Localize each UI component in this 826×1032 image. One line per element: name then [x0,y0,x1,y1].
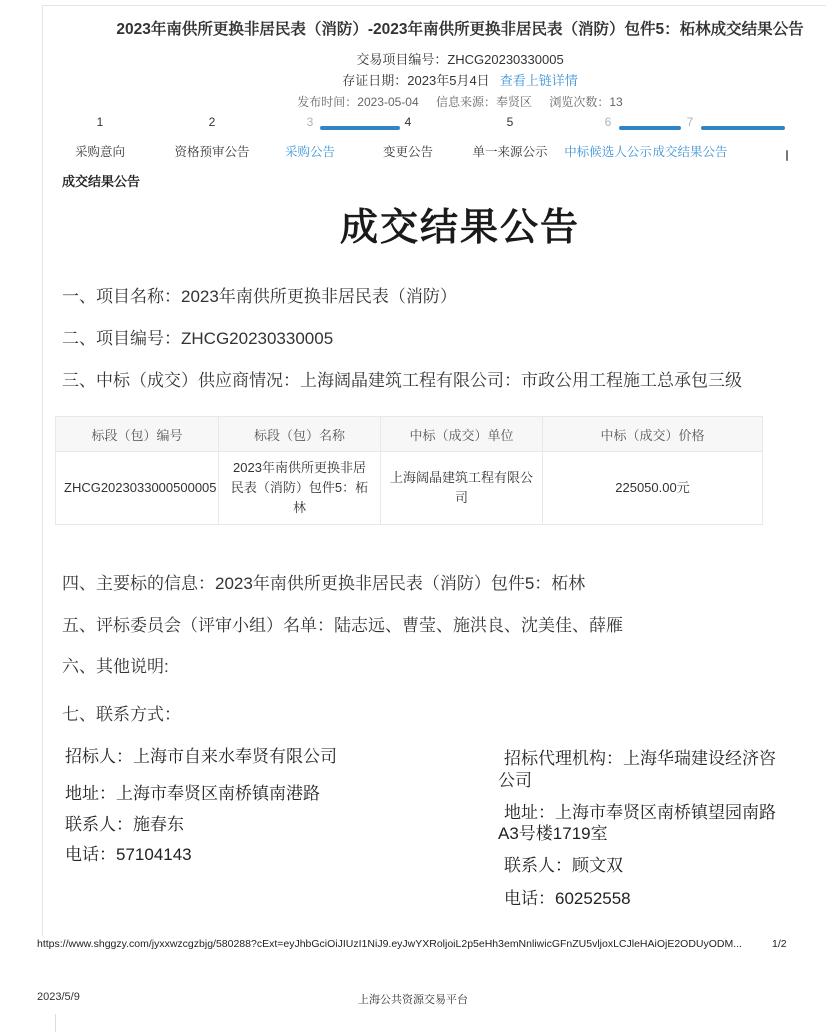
info-source: 信息来源：奉贤区 [436,95,533,109]
col-header-winning-unit: 中标（成交）单位 [381,417,543,452]
platform-name: 上海公共资源交易平台 [358,994,468,1006]
section-evaluation-committee: 五、评标委员会（评审小组）名单：陆志远、曹莹、施洪良、沈美佳、薛雁 [62,616,623,635]
tenderer-contact-person: 联系人：施春东 [65,815,184,834]
cert-date-row [90,70,826,89]
step-number: 4 [404,115,412,129]
stepper-step-result-announcement[interactable] [652,114,727,160]
step-label: 采购意向 [74,145,126,159]
table-header-row [56,417,763,452]
step-number: 3 [306,115,314,129]
step-label[interactable]: 采购公告 [284,145,336,159]
view-count: 浏览次数：13 [549,95,623,109]
stepper-step-single-source [472,114,547,160]
table-row [56,452,763,525]
agency-name-line2: 公司 [498,771,532,790]
step-label: 变更公告 [382,145,434,159]
step-label: 单一来源公示 [472,145,548,159]
agency-address-line2: A3号楼1719室 [498,824,608,843]
page-indicator: 1/2 [772,938,787,950]
clipped-step8-fragment [786,150,788,161]
stepper-step-change-notice [383,114,433,160]
section-contact-info: 七、联系方式： [62,705,181,724]
page-title: 2023年南供所更换非居民表（消防）-2023年南供所更换非居民表（消防）包件5：柘林成交结果公告 [116,21,804,38]
agency-address-line1: 地址：上海市奉贤区南桥镇望园南路 [504,803,776,822]
breadcrumb: 成交结果公告 [62,174,141,189]
agency-name-line1: 招标代理机构：上海华瑞建设经济咨 [504,749,776,768]
section-other-notes: 六、其他说明: [62,657,169,676]
publish-meta-row [90,93,826,110]
step-label[interactable]: 成交结果公告 [652,145,728,159]
step-number: 2 [208,115,216,129]
step-label: 资格预审公告 [174,145,250,159]
tenderer-name: 招标人：上海市自来水奉贤有限公司 [65,747,337,766]
stepper-step-procurement-notice[interactable] [285,114,335,160]
trade-project-number: 交易项目编号：ZHCG20230330005 [356,52,564,67]
col-header-winning-price: 中标（成交）价格 [543,417,763,452]
section-subject-info: 四、主要标的信息：2023年南供所更换非居民表（消防）包件5：柘林 [62,574,586,593]
step-number: 5 [506,115,514,129]
agency-contact-person: 联系人：顾文双 [504,856,623,875]
section-winning-supplier: 三、中标（成交）供应商情况：上海阔晶建筑工程有限公司：市政公用工程施工总承包三级 [62,371,742,390]
cell-section-number: ZHCG2023033000500005 [56,452,219,525]
tenderer-phone: 电话：57104143 [65,845,192,864]
stepper-connector-6-7 [619,126,681,130]
col-header-section-number: 标段（包）编号 [56,417,219,452]
print-source-url: https://www.shggzy.com/jyxxwzcgzbjg/580288?cExt=eyJhbGciOiJIUzI1NiJ9.eyJwYXRoljoiL2p5eHh3emNnliwicGFnZU5vljoxLCJleHAiOjE2ODUyODM... [37,938,743,950]
section-project-name: 一、项目名称：2023年南供所更换非居民表（消防） [62,287,457,306]
result-table [55,416,763,525]
view-chain-link[interactable]: 查看上链详情 [499,73,578,88]
stepper-step-prequalification [174,114,249,160]
step-label[interactable]: 中标候选人公示 [564,145,652,159]
step-number: 6 [604,115,612,129]
stepper-step-candidate-publicity[interactable] [564,114,652,160]
publish-time: 发布时间：2023-05-04 [297,95,419,109]
step-number: 7 [686,115,694,129]
cell-winning-price: 225050.00元 [543,452,763,525]
stepper-connector-3-4 [320,126,400,130]
page2-border-fragment [55,1014,56,1032]
cell-section-name: 2023年南供所更换非居民表（消防）包件5：柘林 [219,452,381,525]
cert-date: 存证日期：2023年5月4日 [342,73,490,88]
col-header-section-name: 标段（包）名称 [219,417,381,452]
cell-winning-unit: 上海阔晶建筑工程有限公司 [381,452,543,525]
section-project-number: 二、项目编号：ZHCG20230330005 [62,329,334,348]
tenderer-address: 地址：上海市奉贤区南桥镇南港路 [65,784,320,803]
print-date: 2023/5/9 [37,991,80,1003]
announcement-heading: 成交结果公告 [339,207,580,249]
agency-phone: 电话：60252558 [504,889,631,908]
step-number: 1 [96,115,104,129]
stepper-connector-7-8 [701,126,785,130]
stepper-step-purchase-intent [75,114,125,160]
